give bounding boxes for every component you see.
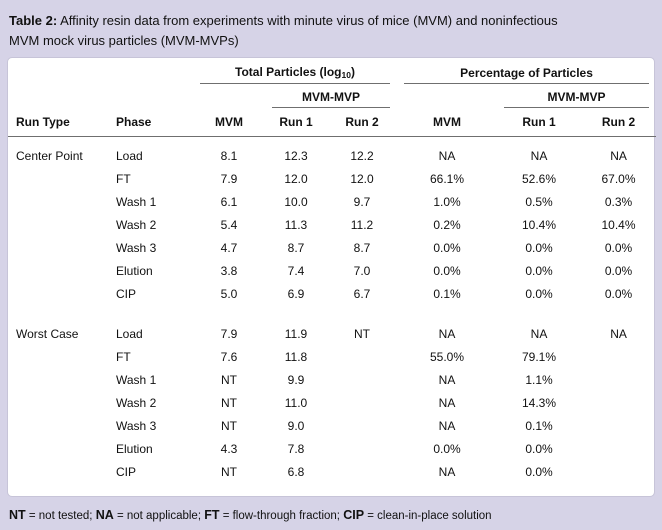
- value-cell: NT: [221, 395, 237, 410]
- value-cell: [581, 414, 656, 437]
- value-cell: 12.3: [284, 148, 308, 163]
- value-cell: 5.4: [220, 217, 238, 232]
- column-header-row: [8, 108, 656, 137]
- phase-cell: CIP: [116, 464, 137, 479]
- group-label-subscript: 10: [341, 70, 351, 80]
- phase-cell: Load: [116, 148, 143, 163]
- value-cell: 9.7: [353, 194, 371, 209]
- phase-cell: Wash 2: [116, 395, 157, 410]
- table-caption: [9, 11, 587, 50]
- value-cell: 0.3%: [604, 194, 633, 209]
- table-row: [8, 213, 656, 236]
- table-footnote: [7, 497, 655, 522]
- phase-cell: Load: [116, 326, 143, 341]
- value-cell: [581, 437, 656, 460]
- spacer-cell: [8, 58, 193, 84]
- value-cell: NA: [530, 148, 548, 163]
- run-type-cell: [8, 213, 108, 236]
- footnote-abbr: NA: [95, 508, 114, 522]
- value-cell: 4.3: [220, 441, 238, 456]
- value-cell: 1.0%: [433, 194, 461, 209]
- value-cell: 52.6%: [522, 171, 557, 186]
- table-row: [8, 190, 656, 213]
- value-cell: NA: [438, 148, 456, 163]
- run-type-cell: [8, 282, 108, 305]
- value-cell: NA: [438, 464, 456, 479]
- value-cell: 8.7: [353, 240, 371, 255]
- column-header-phase: Phase: [108, 108, 193, 137]
- footnote-definition: = flow-through fraction;: [219, 510, 344, 522]
- value-cell: [581, 460, 656, 483]
- run-type-cell: [8, 345, 108, 368]
- value-cell: 10.0: [284, 194, 308, 209]
- column-header-run2-percentage: Run 2: [581, 108, 656, 137]
- column-header-run2-total: Run 2: [327, 108, 397, 137]
- run-type-cell: Worst Case: [16, 326, 79, 341]
- value-cell: [327, 345, 397, 368]
- value-cell: 0.0%: [604, 240, 633, 255]
- value-cell: 0.0%: [604, 263, 633, 278]
- value-cell: 0.0%: [525, 263, 553, 278]
- subgroup-mvm-mvp-total: [265, 84, 397, 108]
- value-cell: 0.0%: [604, 286, 633, 301]
- value-cell: 8.1: [220, 148, 238, 163]
- data-table-card: [7, 57, 655, 497]
- column-group-total-particles: [193, 58, 397, 84]
- value-cell: 66.1%: [430, 171, 465, 186]
- value-cell: 0.5%: [525, 194, 553, 209]
- value-cell: 7.6: [220, 349, 238, 364]
- value-cell: 11.8: [284, 349, 308, 364]
- value-cell: [581, 368, 656, 391]
- value-cell: NA: [438, 326, 456, 341]
- value-cell: [327, 437, 397, 460]
- value-cell: [581, 345, 656, 368]
- value-cell: [581, 391, 656, 414]
- value-cell: 6.9: [287, 286, 305, 301]
- run-type-cell: [8, 368, 108, 391]
- value-cell: 0.0%: [525, 464, 553, 479]
- table-row: [8, 345, 656, 368]
- value-cell: NT: [354, 326, 370, 341]
- value-cell: 0.0%: [525, 286, 553, 301]
- run-type-cell: [8, 259, 108, 282]
- value-cell: 12.2: [350, 148, 374, 163]
- column-group-percentage-label: Percentage of Particles: [404, 59, 649, 84]
- column-header-run-type: Run Type: [8, 108, 108, 137]
- value-cell: NA: [610, 148, 627, 163]
- value-cell: NA: [530, 326, 548, 341]
- column-group-percentage: [397, 58, 656, 84]
- value-cell: 6.1: [220, 194, 238, 209]
- value-cell: NA: [438, 418, 456, 433]
- table-number: Table 2:: [9, 13, 58, 28]
- phase-cell: Elution: [116, 441, 153, 456]
- value-cell: 6.8: [287, 464, 305, 479]
- footnote-abbr: CIP: [343, 508, 365, 522]
- phase-cell: Wash 1: [116, 194, 157, 209]
- value-cell: 11.9: [284, 326, 308, 341]
- value-cell: 8.7: [287, 240, 305, 255]
- value-cell: NA: [438, 372, 456, 387]
- table-row: [8, 437, 656, 460]
- run-type-cell: [8, 167, 108, 190]
- table-body: [8, 137, 656, 484]
- table-row: [8, 391, 656, 414]
- phase-cell: CIP: [116, 286, 137, 301]
- footnote-definition: = not tested;: [25, 510, 96, 522]
- value-cell: 11.0: [284, 395, 308, 410]
- phase-cell: Wash 3: [116, 418, 157, 433]
- table-row: [8, 460, 656, 483]
- run-type-cell: [8, 437, 108, 460]
- table-row: [8, 259, 656, 282]
- value-cell: [327, 414, 397, 437]
- table-row: [8, 236, 656, 259]
- phase-cell: Wash 3: [116, 240, 157, 255]
- value-cell: 14.3%: [522, 395, 557, 410]
- run-type-cell: [8, 190, 108, 213]
- table-row: [8, 137, 656, 168]
- phase-cell: FT: [116, 349, 131, 364]
- value-cell: 55.0%: [430, 349, 465, 364]
- value-cell: 7.8: [287, 441, 305, 456]
- table-row: [8, 282, 656, 305]
- value-cell: 7.0: [353, 263, 371, 278]
- value-cell: 10.4%: [601, 217, 636, 232]
- value-cell: 67.0%: [601, 171, 636, 186]
- value-cell: [327, 368, 397, 391]
- value-cell: 0.1%: [525, 418, 553, 433]
- value-cell: 1.1%: [525, 372, 553, 387]
- table-row: [8, 368, 656, 391]
- value-cell: [327, 391, 397, 414]
- value-cell: 0.0%: [433, 441, 461, 456]
- subgroup-mvm-mvp-total-label: MVM-MVP: [272, 84, 390, 108]
- table-row: [8, 305, 656, 345]
- value-cell: NA: [438, 395, 456, 410]
- value-cell: 11.3: [284, 217, 308, 232]
- footnote-definition: = clean-in-place solution: [364, 510, 492, 522]
- value-cell: 7.4: [287, 263, 305, 278]
- value-cell: 7.9: [220, 326, 238, 341]
- value-cell: 5.0: [220, 286, 238, 301]
- value-cell: 11.2: [350, 217, 374, 232]
- value-cell: 12.0: [284, 171, 308, 186]
- column-header-run1-percentage: Run 1: [497, 108, 581, 137]
- subgroup-mvm-mvp-percentage-label: MVM-MVP: [504, 84, 649, 108]
- value-cell: 4.7: [220, 240, 238, 255]
- subgroup-header-row: [8, 84, 656, 108]
- table-row: [8, 414, 656, 437]
- column-group-total-particles-label: [200, 58, 390, 84]
- value-cell: NA: [610, 326, 627, 341]
- value-cell: 6.7: [353, 286, 371, 301]
- phase-cell: Elution: [116, 263, 153, 278]
- value-cell: 0.0%: [433, 263, 461, 278]
- value-cell: 0.2%: [433, 217, 461, 232]
- group-label-suffix: ): [350, 65, 355, 79]
- subgroup-mvm-mvp-percentage: [497, 84, 656, 108]
- footnote-definition: = not applicable;: [113, 510, 205, 522]
- run-type-cell: [8, 236, 108, 259]
- value-cell: 3.8: [220, 263, 238, 278]
- table-caption-text: Affinity resin data from experiments with minute virus of mice (MVM) and noninfectious MVM mock virus particles (MVM-MVPs): [9, 13, 558, 48]
- value-cell: NT: [221, 418, 237, 433]
- run-type-cell: Center Point: [16, 148, 83, 163]
- run-type-cell: [8, 414, 108, 437]
- phase-cell: Wash 2: [116, 217, 157, 232]
- value-cell: 0.1%: [433, 286, 461, 301]
- value-cell: 12.0: [350, 171, 374, 186]
- value-cell: 0.0%: [525, 441, 553, 456]
- column-header-mvm-percentage: MVM: [397, 108, 497, 137]
- phase-cell: FT: [116, 171, 131, 186]
- affinity-resin-table: [8, 58, 656, 483]
- value-cell: 7.9: [220, 171, 238, 186]
- group-label-prefix: Total Particles (log: [235, 65, 342, 79]
- value-cell: NT: [221, 372, 237, 387]
- table-row: [8, 167, 656, 190]
- footnote-abbr: NT: [9, 508, 26, 522]
- column-header-mvm-total: MVM: [193, 108, 265, 137]
- value-cell: 9.0: [287, 418, 305, 433]
- footnote-abbr: FT: [204, 508, 220, 522]
- value-cell: 0.0%: [433, 240, 461, 255]
- value-cell: 0.0%: [525, 240, 553, 255]
- phase-cell: Wash 1: [116, 372, 157, 387]
- run-type-cell: [8, 391, 108, 414]
- group-header-row: [8, 58, 656, 84]
- column-header-run1-total: Run 1: [265, 108, 327, 137]
- value-cell: 79.1%: [522, 349, 557, 364]
- spacer-cell: [397, 84, 497, 108]
- value-cell: NT: [221, 464, 237, 479]
- value-cell: 9.9: [287, 372, 305, 387]
- spacer-cell: [8, 84, 265, 108]
- value-cell: 10.4%: [522, 217, 557, 232]
- run-type-cell: [8, 460, 108, 483]
- value-cell: [327, 460, 397, 483]
